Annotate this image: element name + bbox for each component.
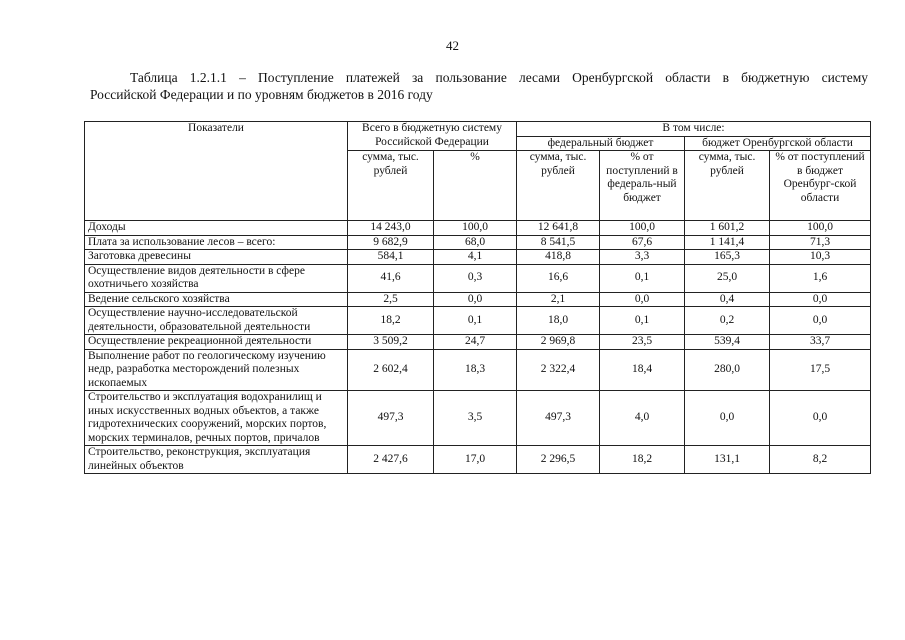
row-label: Строительство, реконструкция, эксплуатация линейных объектов — [85, 446, 348, 474]
header-sum-regional: сумма, тыс. рублей — [685, 151, 770, 221]
cell-fed-sum: 2 969,8 — [517, 335, 600, 350]
cell-fed-pct: 18,4 — [600, 349, 685, 391]
table-row — [85, 349, 871, 391]
cell-fed-sum: 12 641,8 — [517, 221, 600, 236]
cell-reg-sum: 0,4 — [685, 292, 770, 307]
cell-fed-sum: 16,6 — [517, 264, 600, 292]
header-indicators: Показатели — [85, 122, 348, 221]
header-including: В том числе: — [517, 122, 871, 137]
cell-fed-sum: 497,3 — [517, 391, 600, 446]
cell-reg-sum: 25,0 — [685, 264, 770, 292]
table-row — [85, 250, 871, 265]
cell-fed-sum: 2 296,5 — [517, 446, 600, 474]
row-label: Осуществление рекреационной деятельности — [85, 335, 348, 350]
cell-total-pct: 3,5 — [434, 391, 517, 446]
cell-reg-sum: 0,2 — [685, 307, 770, 335]
cell-reg-pct: 0,0 — [770, 391, 871, 446]
table-row — [85, 307, 871, 335]
cell-reg-sum: 131,1 — [685, 446, 770, 474]
table-row — [85, 235, 871, 250]
row-label: Выполнение работ по геологическому изучению недр, разработка месторождений полезных ископаемых — [85, 349, 348, 391]
header-percent-federal: % от поступлений в федераль-ный бюджет — [600, 151, 685, 221]
cell-total-pct: 4,1 — [434, 250, 517, 265]
cell-total-sum: 497,3 — [348, 391, 434, 446]
table-row — [85, 446, 871, 474]
cell-total-sum: 18,2 — [348, 307, 434, 335]
cell-total-sum: 41,6 — [348, 264, 434, 292]
cell-fed-pct: 100,0 — [600, 221, 685, 236]
table-caption — [90, 69, 868, 103]
table-row — [85, 264, 871, 292]
row-label: Осуществление видов деятельности в сфере охотничьего хозяйства — [85, 264, 348, 292]
table-row — [85, 335, 871, 350]
cell-fed-pct: 3,3 — [600, 250, 685, 265]
cell-reg-pct: 71,3 — [770, 235, 871, 250]
cell-total-pct: 0,0 — [434, 292, 517, 307]
cell-total-pct: 0,1 — [434, 307, 517, 335]
header-total-system: Всего в бюджетную систему Российской Федерации — [348, 122, 517, 151]
cell-fed-pct: 4,0 — [600, 391, 685, 446]
row-label: Ведение сельского хозяйства — [85, 292, 348, 307]
cell-reg-sum: 1 601,2 — [685, 221, 770, 236]
cell-reg-sum: 1 141,4 — [685, 235, 770, 250]
cell-fed-pct: 67,6 — [600, 235, 685, 250]
cell-total-pct: 18,3 — [434, 349, 517, 391]
header-percent-total: % — [434, 151, 517, 221]
row-label: Строительство и эксплуатация водохранилищ и иных искусственных водных объектов, а также гидротехнических сооружений, морских портов, морских терминалов, речных портов, причалов — [85, 391, 348, 446]
cell-fed-pct: 0,0 — [600, 292, 685, 307]
cell-total-sum: 584,1 — [348, 250, 434, 265]
cell-fed-sum: 2,1 — [517, 292, 600, 307]
row-label: Заготовка древесины — [85, 250, 348, 265]
cell-reg-pct: 0,0 — [770, 292, 871, 307]
cell-reg-pct: 10,3 — [770, 250, 871, 265]
cell-fed-pct: 18,2 — [600, 446, 685, 474]
payments-table — [84, 121, 871, 474]
cell-reg-pct: 33,7 — [770, 335, 871, 350]
header-sum-federal: сумма, тыс. рублей — [517, 151, 600, 221]
caption-line-2: Российской Федерации и по уровням бюджетов в 2016 году — [90, 87, 433, 102]
cell-reg-sum: 539,4 — [685, 335, 770, 350]
cell-total-sum: 2,5 — [348, 292, 434, 307]
cell-reg-pct: 17,5 — [770, 349, 871, 391]
table-body — [85, 221, 871, 474]
row-label: Доходы — [85, 221, 348, 236]
cell-reg-sum: 280,0 — [685, 349, 770, 391]
cell-reg-pct: 8,2 — [770, 446, 871, 474]
cell-reg-pct: 1,6 — [770, 264, 871, 292]
cell-total-sum: 2 427,6 — [348, 446, 434, 474]
cell-reg-sum: 165,3 — [685, 250, 770, 265]
cell-fed-sum: 18,0 — [517, 307, 600, 335]
cell-total-pct: 17,0 — [434, 446, 517, 474]
cell-total-pct: 68,0 — [434, 235, 517, 250]
cell-total-sum: 3 509,2 — [348, 335, 434, 350]
cell-fed-pct: 0,1 — [600, 264, 685, 292]
cell-reg-pct: 0,0 — [770, 307, 871, 335]
cell-total-pct: 0,3 — [434, 264, 517, 292]
header-sum-total: сумма, тыс. рублей — [348, 151, 434, 221]
cell-total-pct: 24,7 — [434, 335, 517, 350]
cell-fed-pct: 0,1 — [600, 307, 685, 335]
row-label: Осуществление научно-исследовательской деятельности, образовательной деятельности — [85, 307, 348, 335]
header-federal-budget: федеральный бюджет — [517, 136, 685, 151]
row-label: Плата за использование лесов – всего: — [85, 235, 348, 250]
cell-reg-pct: 100,0 — [770, 221, 871, 236]
caption-line-1: Таблица 1.2.1.1 – Поступление платежей за пользование лесами Оренбургской области в бюджетную систему — [130, 70, 868, 85]
cell-reg-sum: 0,0 — [685, 391, 770, 446]
cell-total-pct: 100,0 — [434, 221, 517, 236]
table-row — [85, 292, 871, 307]
cell-fed-sum: 418,8 — [517, 250, 600, 265]
cell-fed-pct: 23,5 — [600, 335, 685, 350]
header-percent-regional: % от поступлений в бюджет Оренбург-ской области — [770, 151, 871, 221]
cell-total-sum: 2 602,4 — [348, 349, 434, 391]
cell-total-sum: 14 243,0 — [348, 221, 434, 236]
header-regional-budget: бюджет Оренбургской области — [685, 136, 871, 151]
cell-fed-sum: 8 541,5 — [517, 235, 600, 250]
page-number: 42 — [446, 38, 459, 53]
cell-fed-sum: 2 322,4 — [517, 349, 600, 391]
cell-total-sum: 9 682,9 — [348, 235, 434, 250]
table-row — [85, 221, 871, 236]
table-row — [85, 391, 871, 446]
